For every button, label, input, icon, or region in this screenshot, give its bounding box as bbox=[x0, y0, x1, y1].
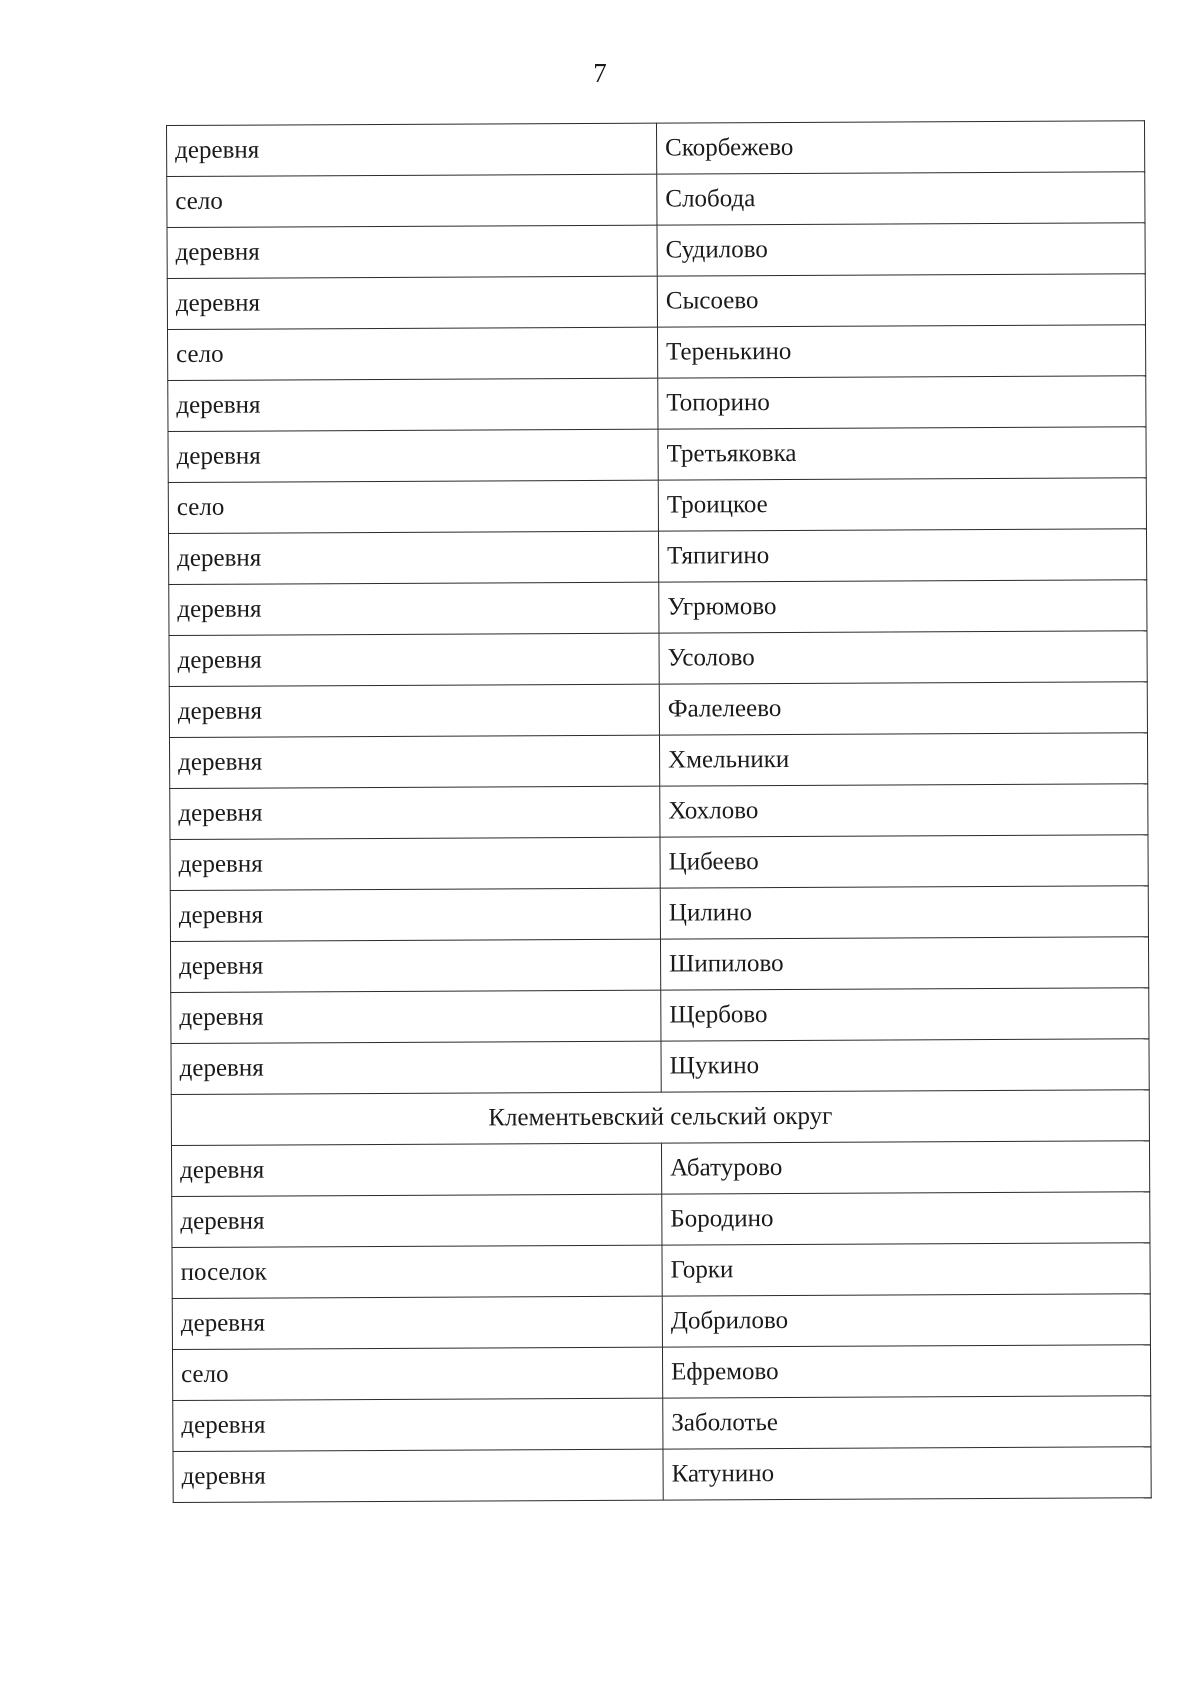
table-row bbox=[173, 1396, 1151, 1452]
settlement-name-cell: Цибеево bbox=[660, 835, 1148, 888]
section-title: Клементьевский сельский округ bbox=[171, 1090, 1149, 1146]
settlement-type-cell: деревня bbox=[170, 939, 660, 992]
settlement-type-cell: деревня bbox=[171, 1143, 661, 1196]
settlement-name-cell: Угрюмово bbox=[659, 580, 1147, 633]
settlement-name-cell: Фалелеево bbox=[659, 682, 1147, 735]
settlement-type-cell: деревня bbox=[168, 531, 658, 584]
settlement-name-cell: Добрилово bbox=[662, 1294, 1150, 1347]
table-row bbox=[171, 1141, 1149, 1197]
table-row bbox=[173, 1447, 1151, 1503]
settlement-name-cell: Слобода bbox=[657, 172, 1145, 225]
settlement-type-cell: село bbox=[172, 1347, 662, 1400]
table-row bbox=[168, 529, 1146, 585]
settlement-name-cell: Третьяковка bbox=[658, 427, 1146, 480]
table-row bbox=[167, 325, 1145, 381]
settlement-name-cell: Горки bbox=[662, 1243, 1150, 1296]
settlement-type-cell: деревня bbox=[170, 837, 660, 890]
table-row bbox=[171, 988, 1149, 1044]
table-row bbox=[167, 223, 1145, 279]
table-row bbox=[167, 172, 1145, 228]
settlement-type-cell: деревня bbox=[169, 633, 659, 686]
table-row bbox=[171, 1039, 1149, 1095]
settlement-name-cell: Бородино bbox=[662, 1192, 1150, 1245]
settlement-type-cell: деревня bbox=[169, 735, 659, 788]
settlement-type-cell: деревня bbox=[170, 888, 660, 941]
table-row bbox=[172, 1192, 1150, 1248]
settlement-name-cell: Хохлово bbox=[660, 784, 1148, 837]
settlement-name-cell: Скорбежево bbox=[656, 121, 1144, 174]
settlement-type-cell: село bbox=[167, 327, 657, 380]
table-row bbox=[172, 1243, 1150, 1299]
settlement-name-cell: Шипилово bbox=[660, 937, 1148, 990]
settlement-type-cell: деревня bbox=[172, 1194, 662, 1247]
settlement-type-cell: деревня bbox=[167, 276, 657, 329]
settlement-name-cell: Хмельники bbox=[659, 733, 1147, 786]
settlement-type-cell: деревня bbox=[169, 684, 659, 737]
settlement-name-cell: Тяпигино bbox=[658, 529, 1146, 582]
settlement-name-cell: Ефремово bbox=[662, 1345, 1150, 1398]
settlement-name-cell: Заболотье bbox=[663, 1396, 1151, 1449]
settlement-name-cell: Троицкое bbox=[658, 478, 1146, 531]
table-row bbox=[170, 886, 1148, 942]
table-row bbox=[168, 478, 1146, 534]
settlement-type-cell: деревня bbox=[171, 990, 661, 1043]
table-row bbox=[169, 580, 1147, 636]
settlement-type-cell: деревня bbox=[170, 786, 660, 839]
settlement-type-cell: деревня bbox=[173, 1449, 663, 1502]
settlement-type-cell: село bbox=[167, 174, 657, 227]
table-row bbox=[169, 682, 1147, 738]
table-row bbox=[167, 121, 1145, 177]
settlement-type-cell: деревня bbox=[168, 378, 658, 431]
settlement-type-cell: деревня bbox=[167, 225, 657, 278]
settlement-name-cell: Судилово bbox=[657, 223, 1145, 276]
settlement-type-cell: деревня bbox=[169, 582, 659, 635]
settlement-name-cell: Топорино bbox=[658, 376, 1146, 429]
settlement-type-cell: село bbox=[168, 480, 658, 533]
settlement-name-cell: Усолово bbox=[659, 631, 1147, 684]
settlement-name-cell: Теренькино bbox=[657, 325, 1145, 378]
table-row bbox=[168, 376, 1146, 432]
table-row bbox=[172, 1294, 1150, 1350]
settlement-name-cell: Абатурово bbox=[661, 1141, 1149, 1194]
settlement-type-cell: деревня bbox=[168, 429, 658, 482]
settlement-type-cell: поселок bbox=[172, 1245, 662, 1298]
settlement-type-cell: деревня bbox=[167, 123, 657, 176]
settlement-name-cell: Сысоево bbox=[657, 274, 1145, 327]
table-row bbox=[170, 784, 1148, 840]
page-number: 7 bbox=[593, 58, 607, 88]
settlement-type-cell: деревня bbox=[171, 1041, 661, 1094]
settlement-name-cell: Катунино bbox=[663, 1447, 1151, 1500]
table-row bbox=[168, 427, 1146, 483]
table-row bbox=[170, 937, 1148, 993]
settlement-type-cell: деревня bbox=[173, 1398, 663, 1451]
table-row bbox=[167, 274, 1145, 330]
table-row bbox=[172, 1345, 1150, 1401]
section-header-row bbox=[171, 1090, 1149, 1146]
table-row bbox=[170, 835, 1148, 891]
settlement-type-cell: деревня bbox=[172, 1296, 662, 1349]
settlement-name-cell: Щербово bbox=[661, 988, 1149, 1041]
table-row bbox=[169, 631, 1147, 687]
settlement-name-cell: Щукино bbox=[661, 1039, 1149, 1092]
settlement-name-cell: Цилино bbox=[660, 886, 1148, 939]
settlements-table-body bbox=[167, 121, 1152, 1503]
table-row bbox=[169, 733, 1147, 789]
settlements-table bbox=[166, 120, 1152, 1503]
